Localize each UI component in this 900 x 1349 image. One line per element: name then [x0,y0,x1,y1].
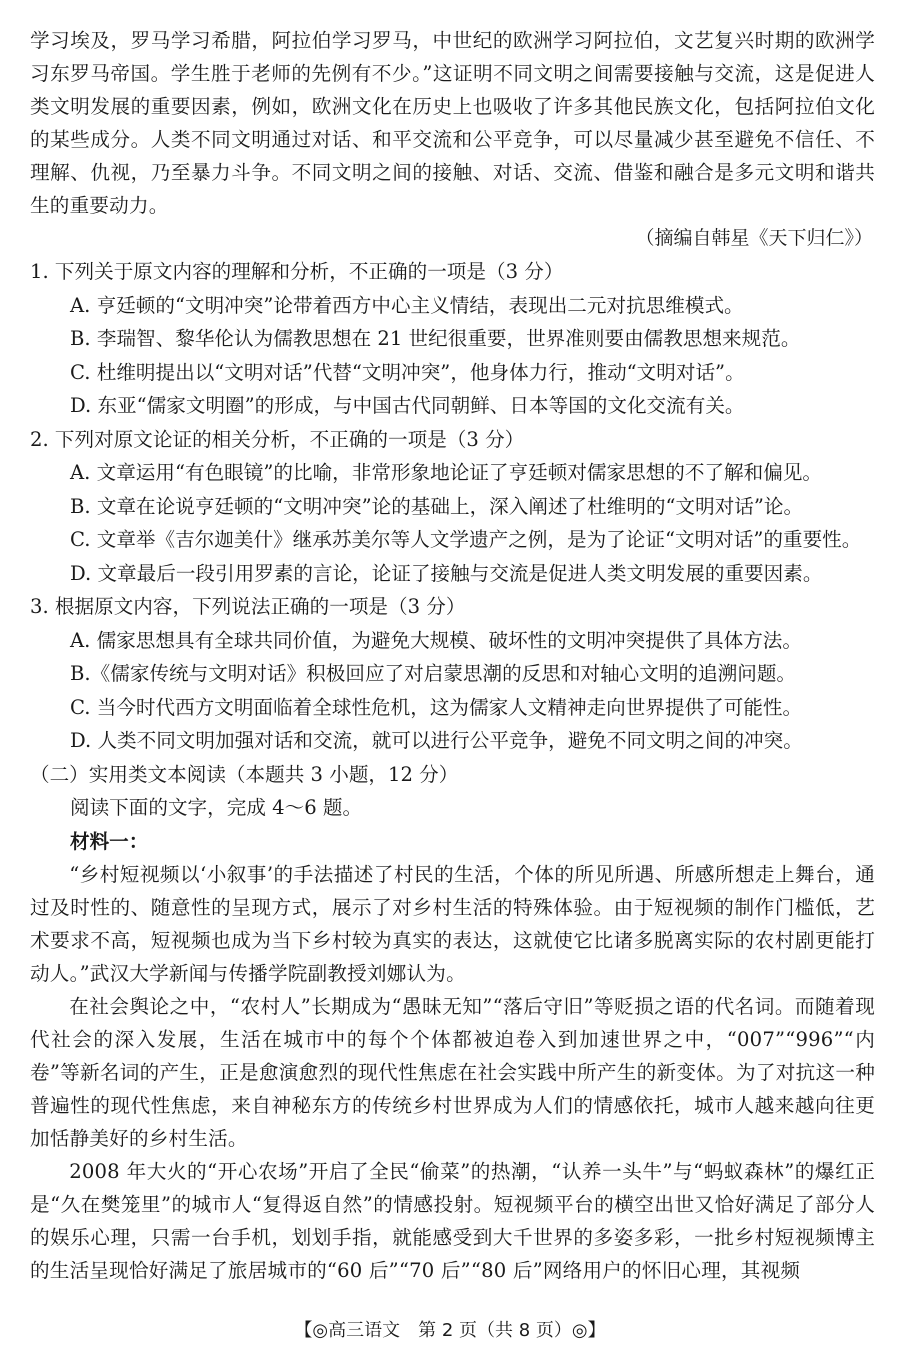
option-d: D. 文章最后一段引用罗素的言论，论证了接触与交流是促进人类文明发展的重要因素。 [70,561,823,585]
material-paragraph-2: 在社会舆论之中，“农村人”长期成为“愚昧无知”“落后守旧”等贬损之语的代名词。而随着现代社会的深入发展，生活在城市中的每个个体都被迫卷入到加速世界之中，“007”“996”“内卷”等新名词的产生，正是愈演愈烈的现代性焦虑在社会实践中所产生的新变体。为了对抗这一种普遍性的现代性焦虑，来自神秘东方的传统乡村世界成为人们的情感依托，城市人越来越向往更加恬静美好的乡村生活。 [30,995,875,1150]
source-citation: （摘编自韩星《天下归仁》） [635,227,873,249]
option-c: C. 当今时代西方文明面临着全球性危机，这为儒家人文精神走向世界提供了可能性。 [70,695,803,719]
question-stem: 3. 根据原文内容，下列说法正确的一项是（3 分） [30,595,466,618]
option-d: D. 人类不同文明加强对话和交流，就可以进行公平竞争，避免不同文明之间的冲突。 [70,729,803,752]
section-title: （二）实用类文本阅读（本题共 3 小题，12 分） [30,762,459,786]
option-b: B.《儒家传统与文明对话》积极回应了对启蒙思潮的反思和对轴心文明的追溯问题。 [70,662,797,685]
question-stem: 2. 下列对原文论证的相关分析，不正确的一项是（3 分） [30,427,525,451]
page-content [30,24,875,1287]
option-a: A. 亨廷顿的“文明冲突”论带着西方中心主义情结，表现出二元对抗思维模式。 [70,293,744,317]
material-label: 材料一： [70,829,149,853]
material-paragraph-3: 2008 年大火的“开心农场”开启了全民“偷菜”的热潮，“认养一头牛”与“蚂蚁森林”的爆红正是“久在樊笼里”的城市人“复得返自然”的情感投射。短视频平台的横空出世又恰好满足了部分人的娱乐心理，只需一台手机，划划手指，就能感受到大千世界的多姿多彩，一批乡村短视频博主的生活呈现恰好满足了旅居城市的“60 后”“70 后”“80 后”网络用户的怀旧心理，其视频 [30,1160,875,1282]
option-b: B. 李瑞智、黎华伦认为儒教思想在 21 世纪很重要，世界准则要由儒教思想来规范。 [70,327,801,350]
option-a: A. 文章运用“有色眼镜”的比喻，非常形象地论证了亨廷顿对儒家思想的不了解和偏见。 [70,461,823,484]
question-2 [30,423,875,591]
question-stem: 1. 下列关于原文内容的理解和分析，不正确的一项是（3 分） [30,260,564,283]
option-d: D. 东亚“儒家文明圈”的形成，与中国古代同朝鲜、日本等国的文化交流有关。 [70,394,745,417]
question-1 [30,255,875,423]
option-a: A. 儒家思想具有全球共同价值，为避免大规模、破坏性的文明冲突提供了具体方法。 [70,628,802,652]
section-instruction: 阅读下面的文字，完成 4～6 题。 [70,796,363,819]
option-b: B. 文章在论说亨廷顿的“文明冲突”论的基础上，深入阐述了杜维明的“文明对话”论。 [70,494,804,518]
option-c: C. 文章举《吉尔迦美什》继承苏美尔等人文学遗产之例，是为了论证“文明对话”的重要性。 [70,528,862,551]
question-3 [30,590,875,758]
option-c: C. 杜维明提出以“文明对话”代替“文明冲突”，他身体力行，推动“文明对话”。 [70,360,745,384]
page-footer: 【◎高三语文 第 2 页（共 8 页）◎】 [294,1320,606,1341]
material-paragraph-1: “乡村短视频以‘小叙事’的手法描述了村民的生活，个体的所见所遇、所感所想走上舞台，通过及时性的、随意性的呈现方式，展示了对乡村生活的特殊体验。由于短视频的制作门槛低，艺术要求不高，短视频也成为当下乡村较为真实的表达，这就使它比诸多脱离实际的农村剧更能打动人。”武汉大学新闻与传播学院副教授刘娜认为。 [30,863,875,985]
passage-end: 学习埃及，罗马学习希腊，阿拉伯学习罗马，中世纪的欧洲学习阿拉伯，文艺复兴时期的欧洲学习东罗马帝国。学生胜于老师的先例有不少。”这证明不同文明之间需要接触与交流，这是促进人类文明发展的重要因素，例如，欧洲文化在历史上也吸收了许多其他民族文化，包括阿拉伯文化的某些成分。人类不同文明通过对话、和平交流和公平竞争，可以尽量减少甚至避免不信任、不理解、仇视，乃至暴力斗争。不同文明之间的接触、对话、交流、借鉴和融合是多元文明和谐共生的重要动力。 [30,29,875,217]
